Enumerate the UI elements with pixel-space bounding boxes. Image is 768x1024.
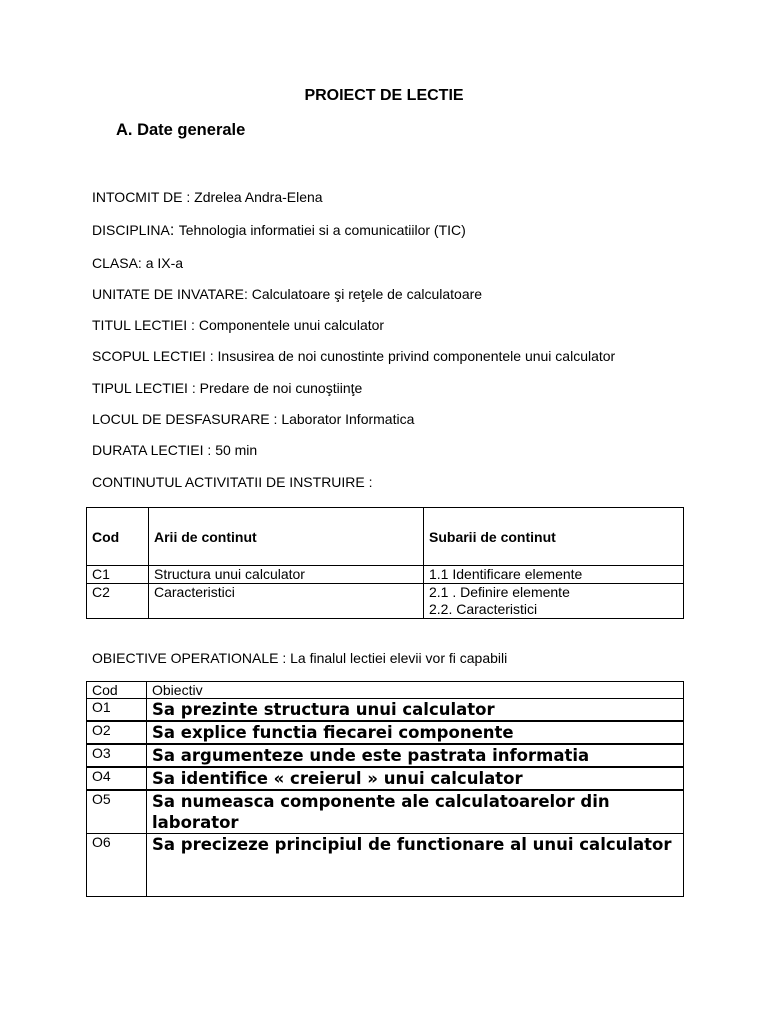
objectives-table	[86, 681, 684, 897]
cell-obiectiv: Sa numeasca componente ale calculatoarelor din laborator	[147, 790, 684, 834]
page-title: PROIECT DE LECTIE	[304, 87, 464, 104]
table-row	[87, 699, 684, 722]
field-locul	[92, 411, 414, 427]
field-label: DISCIPLINA	[92, 222, 170, 238]
field-value: La finalul lectiei elevii vor fi capabili	[290, 650, 508, 666]
cell-cod: O4	[87, 767, 147, 790]
table-row	[87, 566, 684, 584]
cell-cod: O5	[87, 790, 147, 834]
field-label: INTOCMIT DE	[92, 189, 183, 205]
header-cod: Cod	[87, 682, 147, 699]
cell-cod: C1	[87, 566, 149, 584]
cell-cod: O3	[87, 744, 147, 767]
field-label: TITUL LECTIEI	[92, 317, 188, 333]
field-value: Tehnologia informatiei si a comunicatiilor (TIC)	[178, 222, 466, 238]
field-value: a IX-a	[145, 255, 184, 271]
field-value: Zdrelea Andra-Elena	[194, 189, 323, 205]
field-separator: :	[182, 189, 195, 205]
field-label: CONTINUTUL ACTIVITATII DE INSTRUIRE	[92, 474, 365, 490]
field-label: SCOPUL LECTIEI	[92, 348, 206, 364]
subarie-line: 2.2. Caracteristici	[429, 601, 538, 617]
table-row	[87, 834, 684, 897]
cell-obiectiv: Sa argumenteze unde este pastrata informatia	[147, 744, 684, 767]
field-label: LOCUL DE DESFASURARE	[92, 411, 270, 427]
subarie-line: 1.1 Identificare elemente	[429, 566, 583, 582]
cell-cod: O2	[87, 721, 147, 744]
cell-cod: O1	[87, 699, 147, 722]
cell-cod: O6	[87, 834, 147, 897]
field-separator: :	[169, 222, 179, 239]
field-separator: :	[137, 255, 146, 271]
field-separator: :	[205, 348, 218, 364]
field-unitate	[92, 286, 482, 302]
field-clasa	[92, 255, 183, 271]
field-separator: :	[243, 286, 252, 302]
table-header-row	[87, 508, 684, 566]
table-row	[87, 584, 684, 619]
table-row	[87, 790, 684, 834]
field-titlul	[92, 317, 384, 333]
cell-arie: Caracteristici	[149, 584, 424, 619]
field-label: UNITATE DE INVATARE	[92, 286, 244, 302]
cell-obiectiv: Sa precizeze principiul de functionare al unui calculator	[147, 834, 684, 897]
header-cod: Cod	[87, 508, 149, 566]
objectives-intro	[92, 650, 507, 666]
field-separator: :	[187, 317, 199, 333]
field-value: Componentele unui calculator	[198, 317, 385, 333]
field-durata	[92, 442, 257, 458]
header-arii: Arii de continut	[149, 508, 424, 566]
subarie-line: 2.1 . Definire elemente	[429, 584, 570, 600]
field-separator: :	[364, 474, 373, 490]
field-value: Insusirea de noi cunostinte privind componentele unui calculator	[217, 348, 616, 364]
field-scopul	[92, 348, 615, 364]
cell-arie: Structura unui calculator	[149, 566, 424, 584]
field-continutul	[92, 474, 373, 490]
field-separator: :	[278, 650, 291, 666]
field-value: 50 min	[215, 442, 258, 458]
field-value: Calculatoare şi reţele de calculatoare	[251, 286, 483, 302]
field-label: CLASA	[92, 255, 138, 271]
field-separator: :	[269, 411, 282, 427]
field-tipul	[92, 380, 362, 396]
field-separator: :	[203, 442, 216, 458]
cell-obiectiv: Sa explice functia fiecarei componente	[147, 721, 684, 744]
cell-obiectiv: Sa prezinte structura unui calculator	[147, 699, 684, 722]
field-value: Laborator Informatica	[281, 411, 415, 427]
cell-cod: C2	[87, 584, 149, 619]
field-label: TIPUL LECTIEI	[92, 380, 188, 396]
table-header-row	[87, 682, 684, 699]
cell-subarii	[424, 584, 684, 619]
field-disciplina	[92, 222, 466, 240]
field-separator: :	[187, 380, 200, 396]
section-heading: A. Date generale	[116, 121, 246, 139]
header-obiectiv: Obiectiv	[147, 682, 684, 699]
table-row	[87, 744, 684, 767]
cell-subarii	[424, 566, 684, 584]
table-row	[87, 721, 684, 744]
field-label: DURATA LECTIEI	[92, 442, 204, 458]
header-subarii: Subarii de continut	[424, 508, 684, 566]
cell-obiectiv: Sa identifice « creierul » unui calculator	[147, 767, 684, 790]
content-table	[86, 507, 684, 619]
table-row	[87, 767, 684, 790]
field-label: OBIECTIVE OPERATIONALE	[92, 650, 279, 666]
field-value: Predare de noi cunoştiinţe	[199, 380, 363, 396]
field-intocmit	[92, 189, 323, 205]
